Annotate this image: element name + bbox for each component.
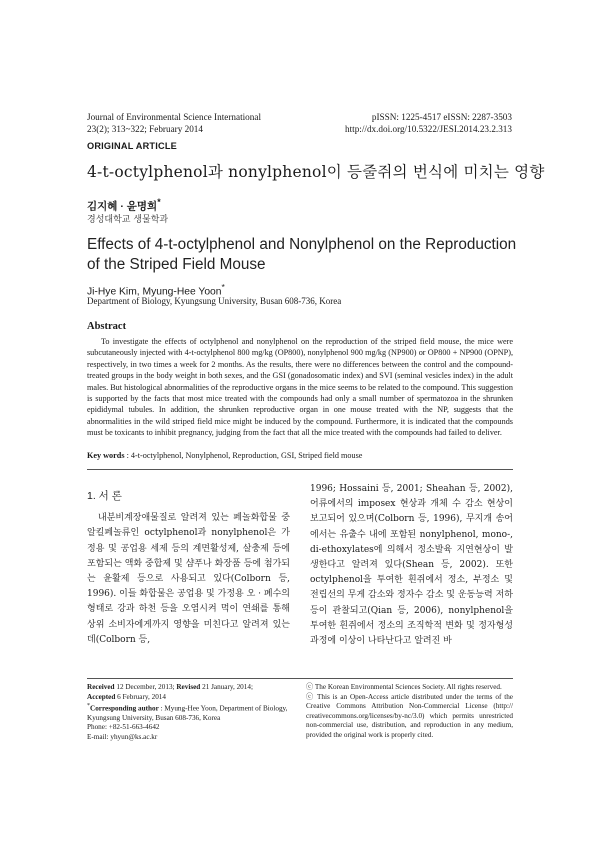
footer-divider — [87, 678, 513, 679]
doi-link[interactable]: http://dx.doi.org/10.5322/JESI.2014.23.2.313 — [345, 124, 512, 134]
authors-korean-names: 김지혜 · 윤명희 — [87, 200, 158, 213]
title-english: Effects of 4-t-octylphenol and Nonylphenol on the Reproduction of the Striped Field Mouse — [87, 236, 517, 273]
copyright-notice: ⓒ The Korean Environmental Sciences Society. All rights reserved. — [306, 683, 502, 691]
affiliation-english: Department of Biology, Kyungsung University, Busan 608-736, Korea — [87, 296, 342, 306]
footer-license — [306, 683, 513, 740]
corresponding-mark: * — [157, 197, 161, 207]
footer-dates-correspondence — [87, 683, 293, 742]
license-notice: ⓒ This is an Open-Access article distributed under the terms of the Creative Commons Attribution Non-Commercial License (http:// creativecommons.org/licenses/by-nc/3.0) which permits unrestricted non-commercial use, distribution, and reproduction in any medium, provided the original work is properly cited. — [306, 692, 513, 739]
abstract-heading: Abstract — [87, 321, 127, 332]
section-divider — [87, 469, 513, 470]
journal-citation — [87, 111, 261, 135]
volume-info: 23(2); 313~322; February 2014 — [87, 124, 203, 134]
email-link[interactable]: E-mail: yhyun@ks.ac.kr — [87, 732, 158, 741]
keywords-text: : 4-t-octylphenol, Nonylphenol, Reproduction, GSI, Striped field mouse — [124, 451, 363, 460]
accepted-date: Accepted 6 February, 2014 — [87, 692, 166, 701]
corresponding-author: *Corresponding author : Myung-Hee Yoon, Department of Biology, Kyungsung University, Busan 608-736, Korea — [87, 703, 288, 722]
abstract-text: To investigate the effects of octylphenol and nonylphenol on the reproduction of the striped field mouse, the mice were subcutaneously injected with 4-t-octylphenol 800 mg/kg (OP800), nonylphenol 900 mg/kg (NP900) or OP800 + NP900 (OPNP), respectively, in two times a week for 2 months. As the results, there were no differences between the control and the compound-treated groups in the body weight in both sexes, and the GSI (gonadosomatic index) and SVI (seminal vesicles index) in the adult males. But histological abnormalities of the reproductive organs in the mice seems to be related to the compound. This suggestion is supported by the facts that most mice treated with the compounds had only a small number of spermatozoa in the shrunken epididymal tubules. In addition, the shrunken reproductive organ in one mouse treated with the NP, suggests that the abnormalities in the wild striped field mice might be induced by the compound. Furthermore, it is indicated that the compounds must be toxicants to inhibit pregnancy, judging from the fact that all the mice treated with the compounds had failed to deliver. — [87, 337, 513, 438]
body-column-left — [87, 489, 290, 648]
submission-dates: Received 12 December, 2013; Revised 21 January, 2014; — [87, 683, 253, 691]
title-korean: 4-t-octylphenol과 nonylphenol이 등줄쥐의 번식에 미치는 영향 — [87, 163, 545, 181]
keywords — [87, 450, 513, 461]
journal-name: Journal of Environmental Science International — [87, 112, 261, 122]
body-column-right — [310, 482, 513, 649]
body-paragraph: 내분비계장애물질로 알려져 있는 페놀화합물 중 알킬페놀류인 octylphenol과 nonylphenol은 가정용 및 공업용 세제 등의 계면활성제, 살충제 등에 포함되는 액화 중합제 및 샴푸나 화장품 등에 첨가되는 윤활제 등으로 사용되고 있다(Colborn 등, 1996). 이들 화합물은 공업용 및 가정용 오 · 폐수의 형태로 강과 하천 등을 오염시켜 먹이 연쇄를 통해 상위 소비자에게까지 영향을 미친다고 알려져 있는데(Colborn 등, — [87, 513, 290, 645]
phone: Phone: +82-51-663-4642 — [87, 723, 160, 732]
section-heading: 1. 서 론 — [87, 490, 122, 502]
body-paragraph-continued: 1996; Hossaini 등, 2001; Sheahan 등, 2002), 어류에서의 imposex 현상과 개체 수 감소 현상이 보고되어 있으며(Colborn 등, 1996), 무지개 송어에서는 유출수 내에 포함된 nonylphenol, mono-, di-ethoxylates에 의해서 정소발육 지연현상이 발생한다고 알려져 있다(Shean 등, 2002). 또한 octylphenol을 투여한 흰쥐에서 정소, 부정소 및 전립선의 무게 감소와 정자수 감소 및 운동능력 저하 등이 관찰되고(Qian 등, 2006), nonylphenol을 투여한 흰쥐에서 정소의 조직학적 변화 및 정자형성과정에 이상이 나타난다고 알려진 바 — [310, 484, 513, 647]
corresponding-mark-en: * — [221, 282, 225, 292]
authors-english-names: Ji-Hye Kim, Myung-Hee Yoon — [87, 286, 222, 298]
issn: pISSN: 1225-4517 eISSN: 2287-3503 — [371, 112, 512, 122]
keywords-label: Key words — [87, 451, 125, 460]
affiliation-korean: 경성대학교 생물학과 — [87, 215, 169, 225]
journal-identifiers — [345, 111, 512, 135]
article-type: ORIGINAL ARTICLE — [87, 141, 177, 151]
